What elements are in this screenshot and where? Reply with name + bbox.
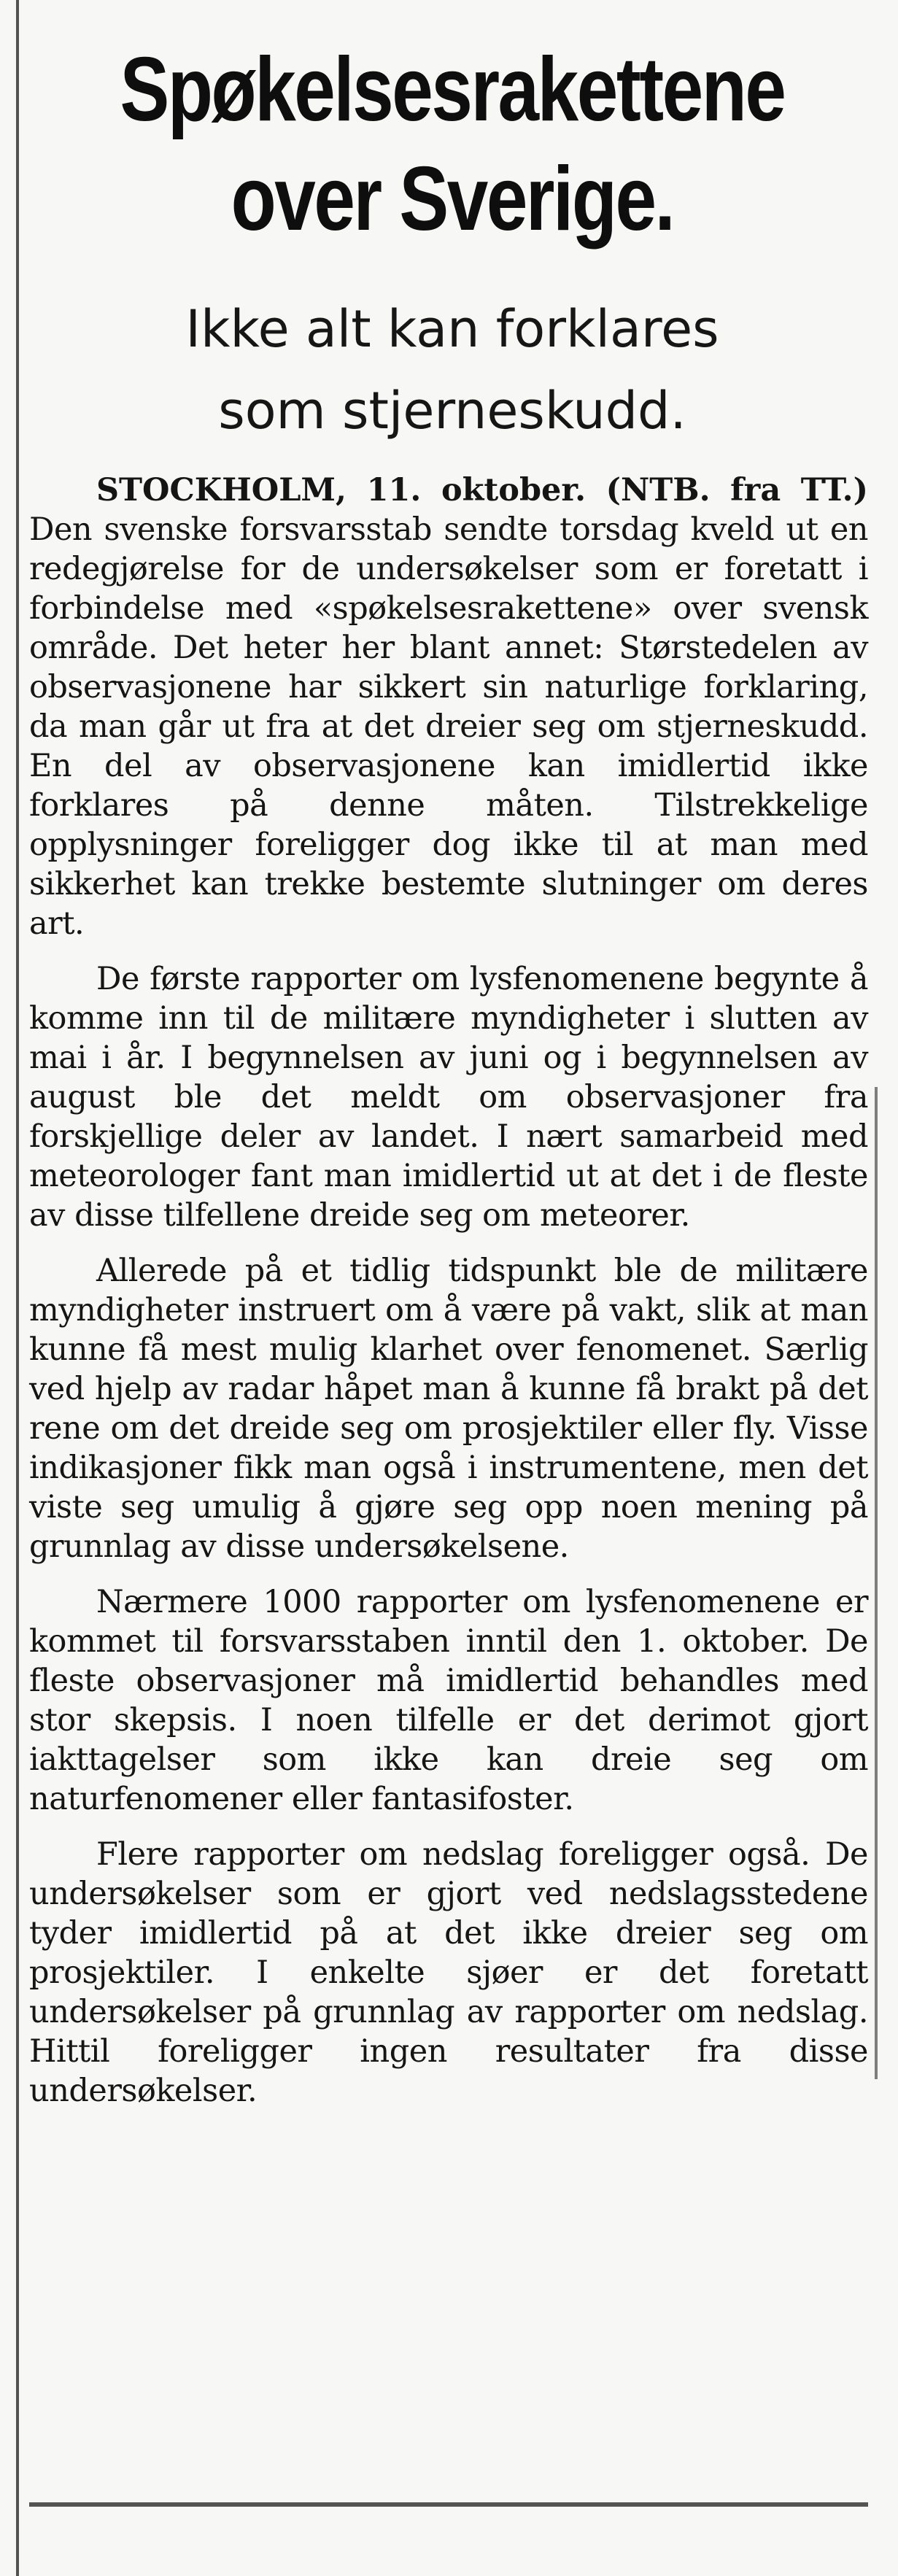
paragraph-1-text: Den svenske forsvarsstab sendte torsdag kveld ut en redegjørelse for de undersøkelser som er foretatt i forbindelse med «spøkelsesrakettene» over svensk område. Det heter her blant annet: Størstedelen av observasjonene har sikkert sin naturlige forklaring, da man går ut fra at det dreier seg om stjerneskudd. En del av observasjonene kan imidlertid ikke forklares på denne måten. Tilstrekkelige opplysninger foreligger dog ikke til at man med sikkerhet kan trekke bestemte slutninger om deres art. [29, 511, 868, 942]
subheadline [36, 288, 868, 452]
article-body [29, 471, 868, 2127]
column-rule-right [875, 1087, 878, 2079]
bottom-rule [29, 2502, 868, 2507]
subheadline-line-1: Ikke alt kan forklares [185, 299, 719, 359]
paragraph-4: Nærmere 1000 rapporter om lysfenomenene er kommet til forsvarsstaben inntil den 1. oktober. De fleste observasjoner må imidlertid behandles med stor skepsis. I noen tilfelle er det derimot gjort iakttagelser som ikke kan dreie seg om naturfenomener eller fantasifoster. [29, 1584, 868, 1817]
column-rule-left [16, 0, 19, 2576]
subheadline-line-2: som stjerneskudd. [218, 381, 686, 441]
headline [112, 35, 794, 254]
headline-line-2: over Sverige. [231, 149, 674, 250]
dateline: STOCKHOLM, 11. oktober. (NTB. fra TT.) [96, 472, 868, 508]
headline-line-1: Spøkelsesrakettene [120, 39, 785, 140]
paragraph-1 [29, 471, 868, 943]
paragraph-5: Flere rapporter om nedslag foreligger også. De undersøkelser som er gjort ved nedslagsstedene tyder imidlertid på at det ikke dreier seg om prosjektiler. I enkelte sjøer er det foretatt undersøkelser på grunnlag av rapporter om nedslag. Hittil foreligger ingen resultater fra disse undersøkelser. [29, 1836, 868, 2109]
paragraph-3: Allerede på et tidlig tidspunkt ble de militære myndigheter instruert om å være på vakt, slik at man kunne få mest mulig klarhet over fenomenet. Særlig ved hjelp av radar håpet man å kunne få brakt på det rene om det dreide seg om prosjektiler eller fly. Visse indikasjoner fikk man også i instrumentene, men det viste seg umulig å gjøre seg opp noen mening på grunnlag av disse undersøkelsene. [29, 1253, 868, 1565]
paragraph-2: De første rapporter om lysfenomenene begynte å komme inn til de militære myndigheter i slutten av mai i år. I begynnelsen av juni og i begynnelsen av august ble det meldt om observasjoner fra forskjellige deler av landet. I nært samarbeid med meteorologer fant man imidlertid ut at det i de fleste av disse tilfellene dreide seg om meteorer. [29, 961, 868, 1234]
